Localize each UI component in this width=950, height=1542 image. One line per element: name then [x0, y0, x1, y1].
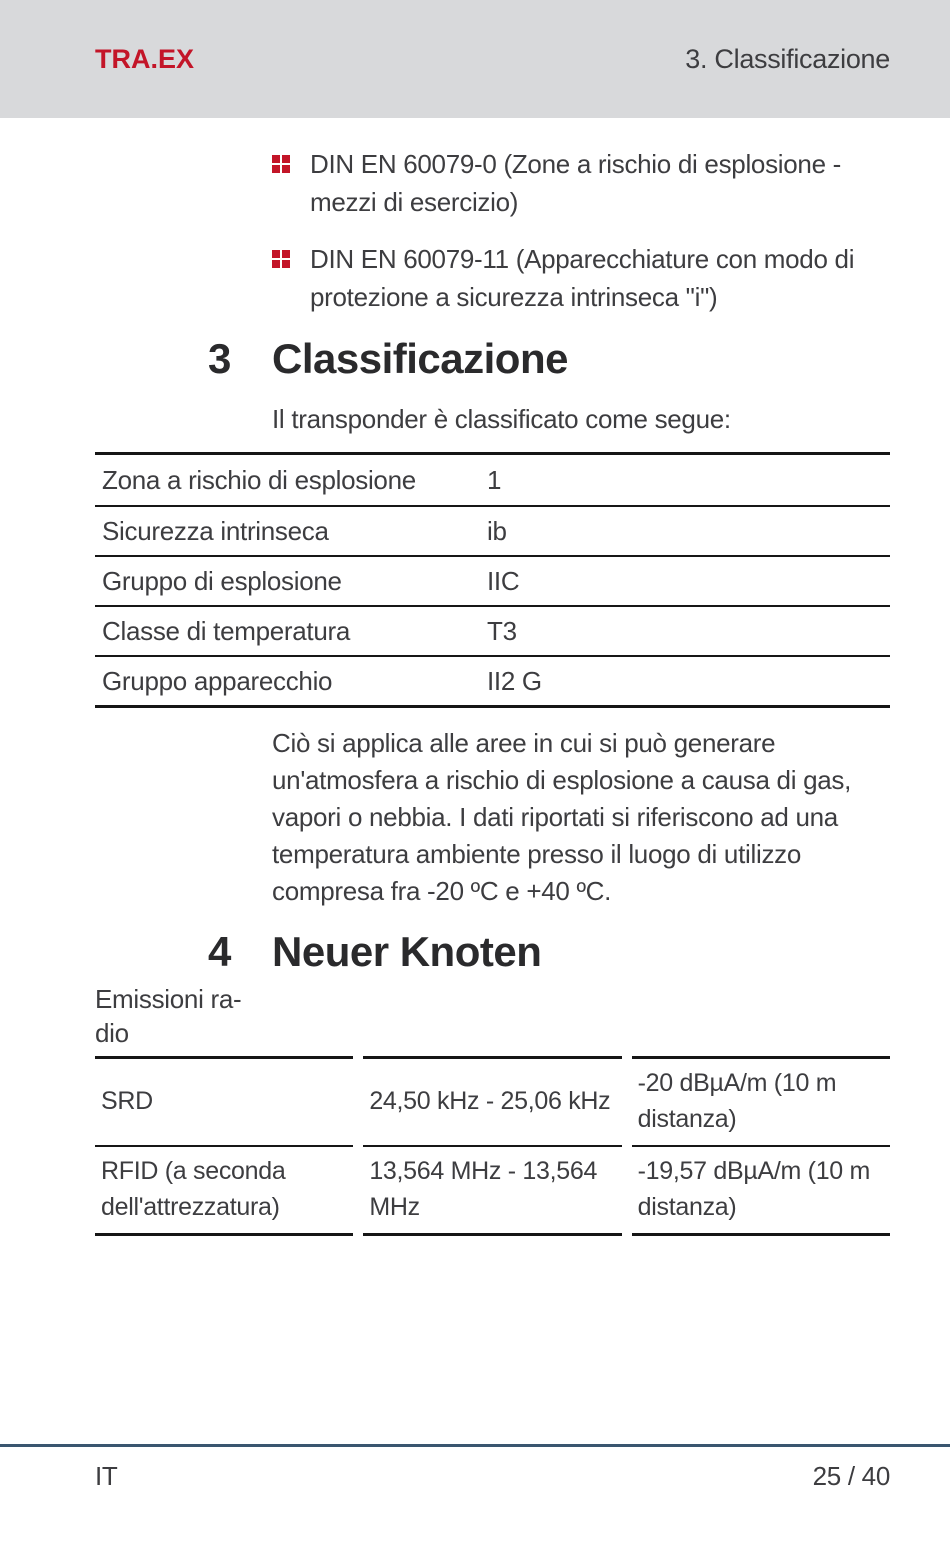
row-label: Gruppo di esplosione [102, 565, 342, 596]
row-value: II2 G [487, 665, 542, 696]
section-3-heading [0, 335, 950, 383]
margin-label-radio-emissions [95, 982, 285, 1050]
table-row [95, 605, 890, 655]
cell-power: -19,57 dBµA/m (10 m distanza) [632, 1147, 890, 1236]
cell-frequency: 24,50 kHz - 25,06 kHz [363, 1056, 621, 1147]
row-value: IIC [487, 565, 520, 596]
margin-label-line: Emissioni ra- [95, 984, 242, 1014]
table-row [95, 1147, 890, 1236]
section-number: 4 [208, 928, 232, 975]
footer-text-row [0, 1447, 950, 1492]
row-label: Classe di temperatura [102, 615, 351, 646]
radio-emissions-table [95, 1056, 890, 1236]
section-number: 3 [208, 335, 232, 382]
footer-language: IT [95, 1461, 118, 1491]
section-title: Classificazione [272, 335, 568, 382]
list-item [272, 240, 890, 316]
cell-name: RFID (a seconda dell'attrezzatura) [95, 1147, 353, 1236]
footer-page-number: 25 / 40 [812, 1461, 890, 1491]
cell-frequency: 13,564 MHz - 13,564 MHz [363, 1147, 621, 1236]
table-row [95, 455, 890, 505]
quad-square-bullet-icon [272, 155, 290, 173]
margin-label-line: dio [95, 1018, 129, 1048]
intro-text: Il transponder è classificato come segue: [272, 404, 731, 434]
row-label: Gruppo apparecchio [102, 665, 333, 696]
brand-title: TRA.EX [95, 43, 195, 74]
page-header [0, 0, 950, 118]
page-footer [0, 1444, 950, 1492]
row-label: Zona a rischio di esplosione [102, 464, 416, 495]
list-item-text: DIN EN 60079-0 (Zone a rischio di esplosione - mezzi di esercizio) [310, 149, 842, 217]
table-row [95, 555, 890, 605]
quad-square-bullet-icon [272, 250, 290, 268]
cell-power: -20 dBµA/m (10 m distanza) [632, 1056, 890, 1147]
table-row [95, 1056, 890, 1147]
table-row [95, 505, 890, 555]
list-item [272, 145, 890, 221]
chapter-title: 3. Classificazione [685, 43, 890, 74]
row-value: 1 [487, 464, 502, 495]
body-paragraph: Ciò si applica alle aree in cui si può generare un'atmosfera a rischio di esplosione a causa di gas, vapori o nebbia. I dati riportati si riferiscono ad una temperatura ambiente presso il luogo di utilizzo compresa fra -20 ºC e +40 ºC. [272, 728, 852, 906]
section-4-heading [0, 928, 950, 976]
list-item-text: DIN EN 60079-11 (Apparecchiature con modo di protezione a sicurezza intrinseca "i") [310, 244, 855, 312]
classification-table [95, 452, 890, 708]
table-row [95, 655, 890, 705]
row-value: ib [487, 515, 507, 546]
cell-name: SRD [95, 1056, 353, 1147]
standards-bullet-list [272, 145, 890, 316]
row-value: T3 [487, 615, 517, 646]
section-title: Neuer Knoten [272, 928, 542, 975]
row-label: Sicurezza intrinseca [102, 515, 329, 546]
